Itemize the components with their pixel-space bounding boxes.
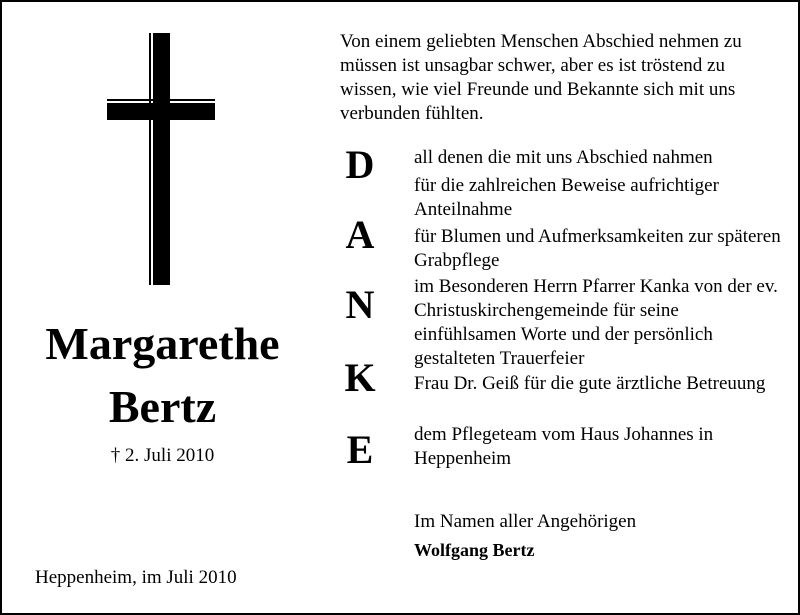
thanks-item: dem Pflegeteam vom Haus Johannes in Heppenheim	[414, 424, 714, 469]
thanks-item: Frau Dr. Geiß für die gute ärztliche Betreuung	[414, 373, 766, 394]
thanks-item: all denen die mit uns Abschied nahmen	[414, 147, 713, 168]
thanks-item: im Besonderen Herrn Pfarrer Kanka von der ev. Christuskirchengemeinde für seine einfühlsamen Worte und der persönlich gestalteten Trauerfeier	[414, 276, 778, 369]
thanks-item: für Blumen und Aufmerksamkeiten zur späteren Grabpflege	[414, 226, 781, 271]
intro-text: Von einem geliebten Menschen Abschied nehmen zu müssen ist unsagbar schwer, aber es ist tröstend zu wissen, wie viel Freunde und Bekannte sich mit uns verbunden fühlten.	[340, 31, 742, 124]
danke-letter-d: D	[345, 142, 375, 187]
place-date: Heppenheim, im Juli 2010	[35, 567, 237, 588]
deceased-last-name: Bertz	[108, 381, 217, 432]
danke-letter-n: N	[345, 282, 375, 327]
danke-letter-e: E	[346, 427, 374, 472]
death-date: † 2. Juli 2010	[110, 445, 215, 466]
thanks-item: für die zahlreichen Beweise aufrichtiger Anteilnahme	[414, 175, 719, 220]
cross-icon	[107, 33, 215, 285]
signature-name: Wolfgang Bertz	[414, 540, 535, 560]
danke-letter-a: A	[345, 212, 375, 257]
signature-line: Im Namen aller Angehörigen	[414, 511, 637, 532]
danke-letter-k: K	[344, 355, 376, 400]
deceased-first-name: Margarethe	[45, 318, 280, 369]
